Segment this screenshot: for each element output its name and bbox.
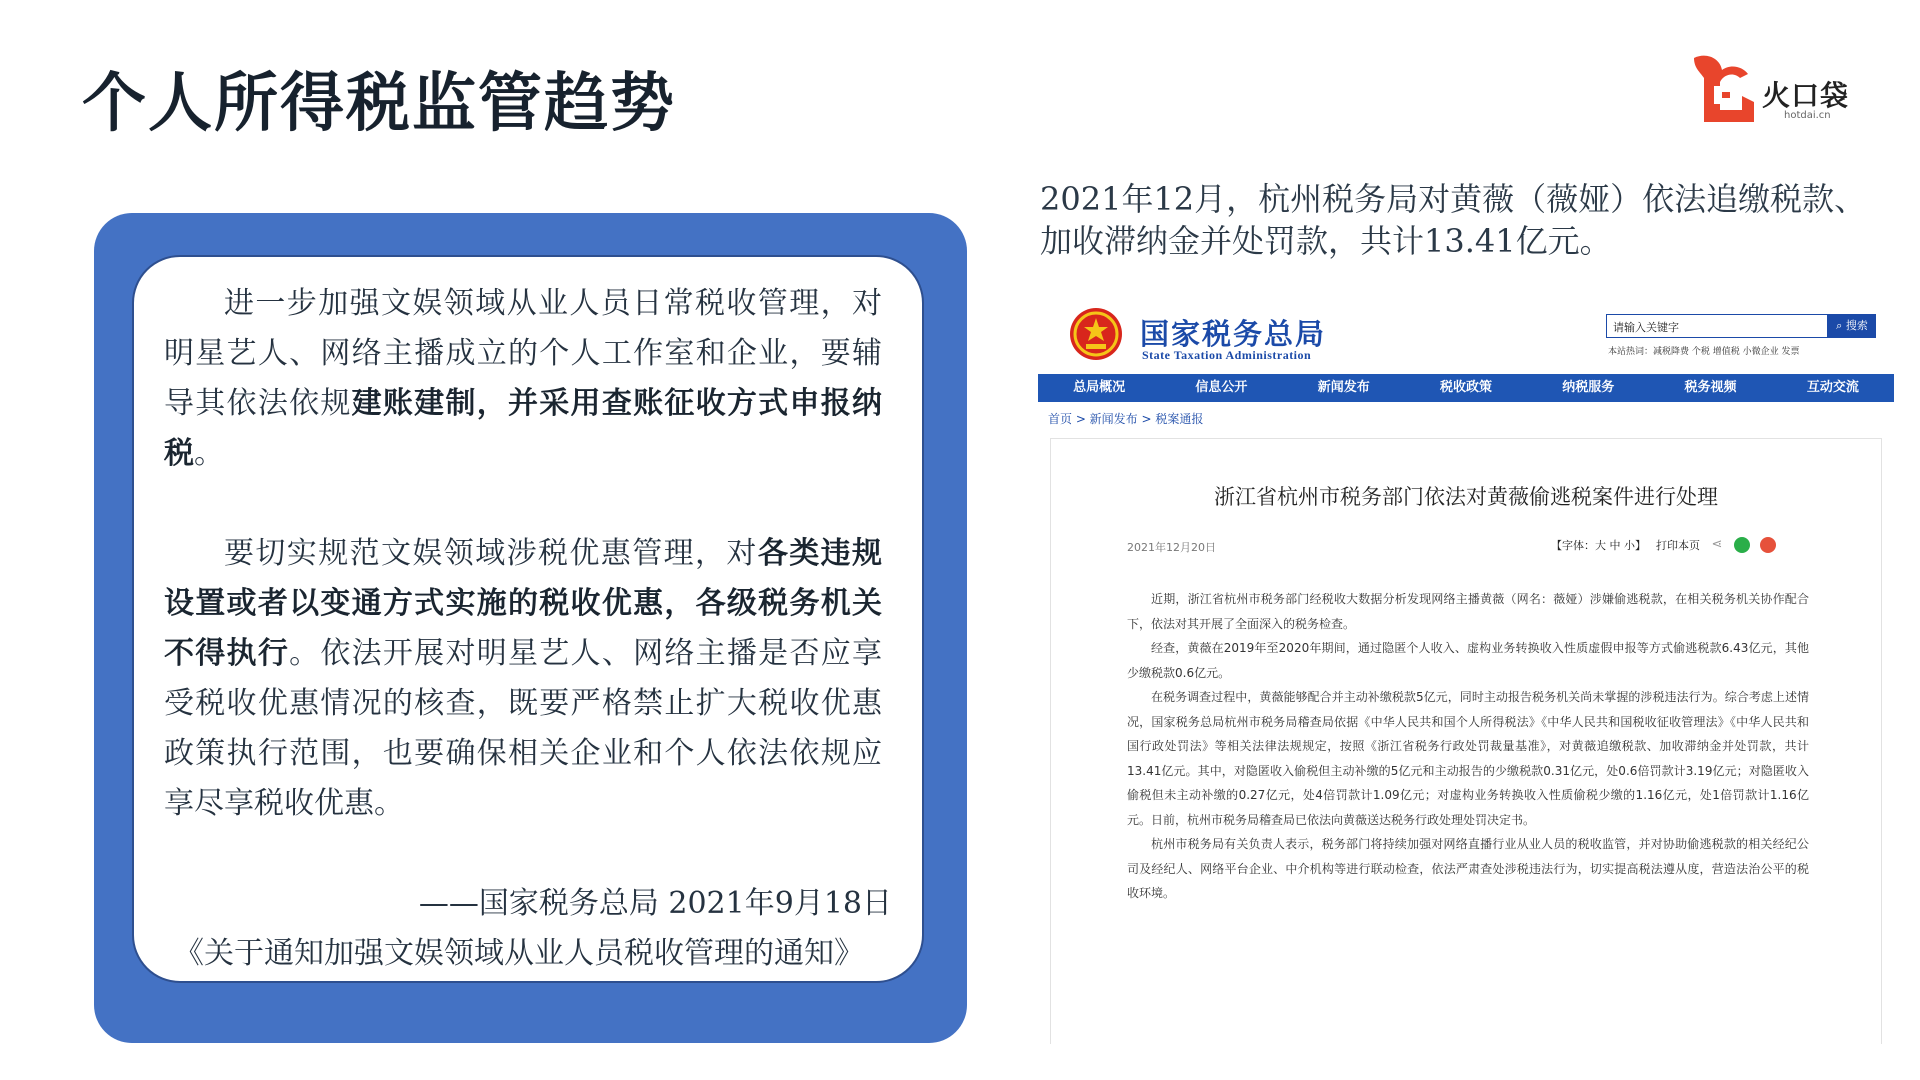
nav-item-service[interactable]: 纳税服务 bbox=[1562, 380, 1615, 395]
nav-item-news[interactable]: 新闻发布 bbox=[1317, 380, 1370, 395]
national-emblem-icon bbox=[1068, 306, 1124, 362]
logo-name: 火口袋 bbox=[1762, 79, 1850, 112]
quote-text: 要切实规范文娱领域涉税优惠管理，对 bbox=[224, 536, 758, 571]
logo-url: hotdai.cn bbox=[1784, 110, 1831, 121]
search-button[interactable] bbox=[1828, 314, 1876, 338]
search-button-label: 搜索 bbox=[1845, 319, 1868, 332]
quote-emphasis: 各类违规设置或者以变通方式实施的税收优惠，各级税务机关不得执行 bbox=[164, 536, 883, 671]
article-paragraph: 杭州市税务局有关负责人表示，税务部门将持续加强对网络直播行业从业人员的税收监管，并对协助偷逃税款的相关经纪公司及经纪人、网络平台企业、中介机构等进行联动检查，依法严肃查处涉税违法行为，切实提高税法遵从度，营造法治公平的税收环境。 bbox=[1127, 837, 1809, 900]
article-paragraph: 经查，黄薇在2019年至2020年期间，通过隐匿个人收入、虚构业务转换收入性质虚假申报等方式偷逃税款6.43亿元，其他少缴税款0.6亿元。 bbox=[1127, 641, 1809, 680]
article-body bbox=[1127, 587, 1809, 906]
site-header bbox=[1038, 296, 1894, 374]
article bbox=[1050, 438, 1882, 1044]
case-caption: 2021年12月，杭州税务局对黄薇（薇娅）依法追缴税款、加收滞纳金并处罚款，共计13.41亿元。 bbox=[1040, 180, 1867, 260]
nav-item-policy[interactable]: 税收政策 bbox=[1439, 380, 1492, 395]
quote-document-title: 《关于通知加强文娱领域从业人员税收管理的通知》 bbox=[174, 936, 864, 971]
search-input[interactable]: 请输入关键字 bbox=[1606, 314, 1828, 338]
article-tools bbox=[1551, 537, 1776, 553]
nav-item-interaction[interactable]: 互动交流 bbox=[1806, 380, 1859, 395]
quote-content bbox=[132, 255, 924, 983]
site-name-english: State Taxation Administration bbox=[1142, 348, 1312, 362]
wechat-icon[interactable] bbox=[1734, 537, 1750, 553]
quote-paragraph-2 bbox=[164, 529, 882, 829]
article-date: 2021年12月20日 bbox=[1127, 541, 1216, 554]
quote-text: 。 bbox=[194, 436, 224, 471]
quote-card bbox=[94, 213, 967, 1043]
tax-bureau-screenshot bbox=[1038, 296, 1894, 1044]
hot-search-terms[interactable]: 本站热词：减税降费 个税 增值税 小微企业 发票 bbox=[1608, 347, 1800, 357]
article-paragraph: 在税务调查过程中，黄薇能够配合并主动补缴税款5亿元，同时主动报告税务机关尚未掌握的涉税违法行为。综合考虑上述情况，国家税务总局杭州市税务局稽查局依据《中华人民共和国个人所得税法》《中华人民共和国税收征收管理法》《中华人民共和国行政处罚法》等相关法律法规规定，按照《浙江省税务行政处罚裁量基准》，对黄薇追缴税款、加收滞纳金并处罚款，共计13.41亿元。其中，对隐匿收入偷税但主动补缴的5亿元和主动报告的少缴税款0.31亿元，处0.6倍罚款计3.19亿元；对隐匿收入偷税但未主动补缴的0.27亿元，处4倍罚款计1.09亿元；对虚构业务转换收入性质偷税少缴的1.16亿元，处1倍罚款计1.16亿元。日前，杭州市税务局稽查局已依法向黄薇送达税务行政处理处罚决定书。 bbox=[1127, 690, 1809, 827]
weibo-icon[interactable] bbox=[1760, 537, 1776, 553]
slide-title: 个人所得税监管趋势 bbox=[82, 66, 676, 141]
nav-item-overview[interactable]: 总局概况 bbox=[1073, 380, 1126, 395]
nav-item-disclosure[interactable]: 信息公开 bbox=[1195, 380, 1248, 395]
flame-logo-icon bbox=[1680, 48, 1760, 128]
breadcrumb[interactable]: 首页 > 新闻发布 > 税案通报 bbox=[1048, 412, 1204, 426]
quote-emphasis: 建账建制，并采用查账征收方式申报纳税 bbox=[164, 386, 883, 471]
site-name: 国家税务总局 bbox=[1140, 317, 1327, 351]
article-paragraph: 近期，浙江省杭州市税务部门经税收大数据分析发现网络主播黄薇（网名：薇娅）涉嫌偷逃税款，在相关税务机关协作配合下，依法对其开展了全面深入的税务检查。 bbox=[1127, 592, 1809, 631]
quote-text: 。依法开展对明星艺人、网络主播是否应享受税收优惠情况的核查，既要严格禁止扩大税收优惠政策执行范围，也要确保相关企业和个人依法依规应享尽享税收优惠。 bbox=[164, 636, 883, 821]
search-icon: ⌕ bbox=[1836, 319, 1843, 332]
nav-item-video[interactable]: 税务视频 bbox=[1684, 380, 1737, 395]
quote-paragraph-1 bbox=[164, 279, 882, 479]
quote-source: ——国家税务总局 2021年9月18日 bbox=[418, 886, 892, 921]
article-title: 浙江省杭州市税务部门依法对黄薇偷逃税案件进行处理 bbox=[1214, 485, 1718, 509]
site-nav bbox=[1038, 374, 1894, 402]
print-link[interactable]: 打印本页 bbox=[1656, 539, 1700, 552]
quote-text: 进一步加强文娱领域从业人员日常税收管理，对明星艺人、网络主播成立的个人工作室和企业，要辅导其依法依规 bbox=[164, 286, 882, 421]
brand-logo bbox=[1680, 48, 1870, 128]
share-icon[interactable]: ⋖ bbox=[1711, 537, 1723, 552]
font-size-toggle[interactable]: 【字体：大 中 小】 bbox=[1551, 539, 1646, 552]
